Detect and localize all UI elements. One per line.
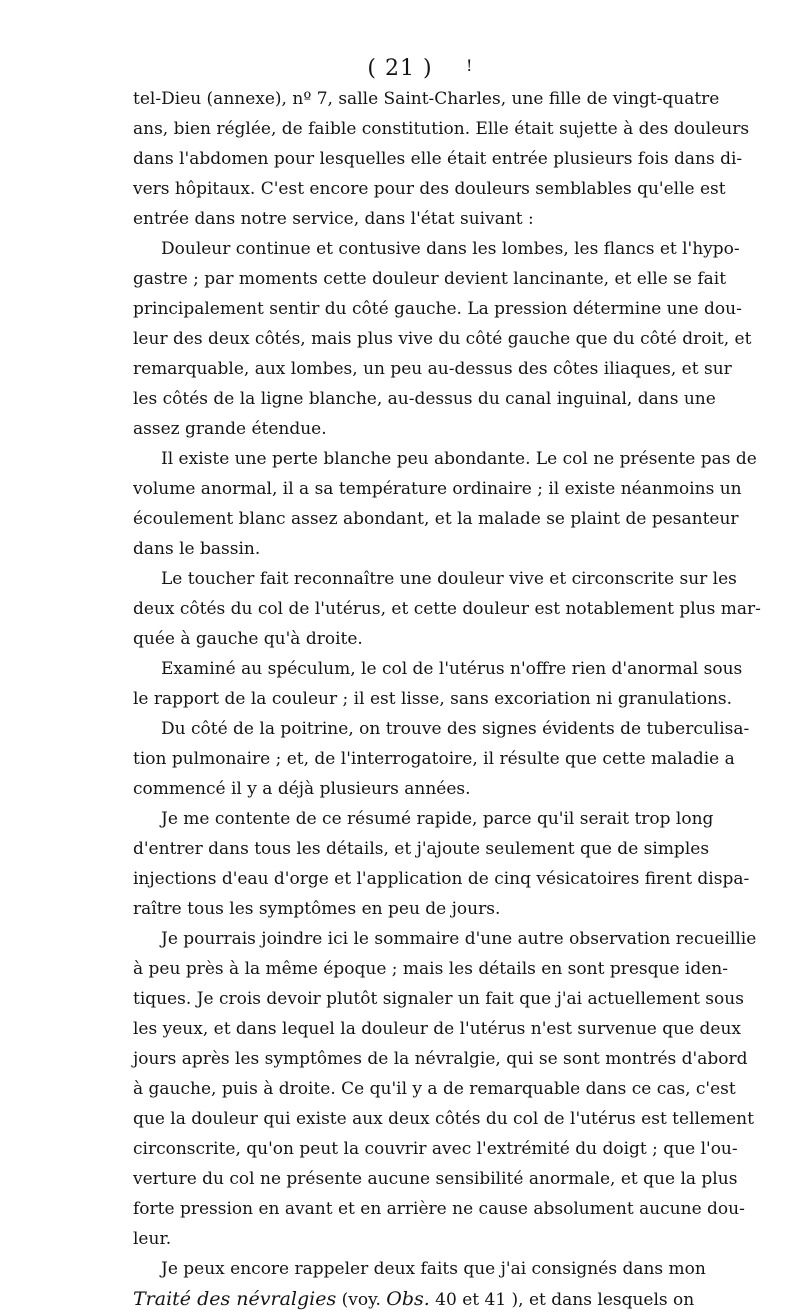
text-line: tiques. Je crois devoir plutôt signaler un fait que j'ai actuellement sous xyxy=(133,989,744,1009)
text-line: dans le bassin. xyxy=(133,539,261,559)
text-line: tion pulmonaire ; et, de l'interrogatoire, il résulte que cette maladie a xyxy=(133,749,735,769)
text-line: leur des deux côtés, mais plus vive du côté gauche que du côté droit, et xyxy=(133,329,752,349)
text-line: à peu près à la même époque ; mais les détails en sont presque iden- xyxy=(133,959,728,979)
text-line: injections d'eau d'orge et l'application de cinq vésicatoires firent dispa- xyxy=(133,869,750,889)
text-line: assez grande étendue. xyxy=(133,419,327,439)
citation-open: (voy. xyxy=(336,1290,387,1310)
text-line: circonscrite, qu'on peut la couvrir avec l'extrémité du doigt ; que l'ou- xyxy=(133,1139,738,1159)
text-line: raître tous les symptômes en peu de jours. xyxy=(133,899,501,919)
body-text xyxy=(133,84,761,1314)
page-number: ( 21 ) xyxy=(367,56,433,81)
text-line: forte pression en avant et en arrière ne cause absolument aucune dou- xyxy=(133,1199,745,1219)
text-line: gastre ; par moments cette douleur devient lancinante, et elle se fait xyxy=(133,269,727,289)
text-line: leur. xyxy=(133,1229,172,1249)
text-line: à gauche, puis à droite. Ce qu'il y a de remarquable dans ce cas, c'est xyxy=(133,1079,736,1099)
text-line: le rapport de la couleur ; il est lisse, sans excoriation ni granulations. xyxy=(133,689,733,709)
text-line: Examiné au spéculum, le col de l'utérus n'offre rien d'anormal sous xyxy=(161,659,743,679)
text-line: ans, bien réglée, de faible constitution. Elle était sujette à des douleurs xyxy=(133,119,750,139)
text-line: d'entrer dans tous les détails, et j'ajoute seulement que de simples xyxy=(133,839,710,859)
corner-mark: ! xyxy=(466,56,473,75)
text-line: Du côté de la poitrine, on trouve des signes évidents de tuberculisa- xyxy=(161,719,750,739)
text-line: les côtés de la ligne blanche, au-dessus du canal inguinal, dans une xyxy=(133,389,716,409)
text-line: que la douleur qui existe aux deux côtés du col de l'utérus est tellement xyxy=(133,1109,754,1129)
text-line: Je pourrais joindre ici le sommaire d'une autre observation recueillie xyxy=(161,929,757,949)
citation-tail: 40 et 41 ), et dans lesquels on xyxy=(429,1290,695,1310)
obs-abbrev: Obs. xyxy=(386,1288,430,1310)
text-line: écoulement blanc assez abondant, et la malade se plaint de pesanteur xyxy=(133,509,739,529)
text-line: remarquable, aux lombes, un peu au-dessus des côtes iliaques, et sur xyxy=(133,359,732,379)
text-line: les yeux, et dans lequel la douleur de l'utérus n'est survenue que deux xyxy=(133,1019,742,1039)
text-line: Le toucher fait reconnaître une douleur vive et circonscrite sur les xyxy=(161,569,737,589)
text-line: verture du col ne présente aucune sensibilité anormale, et que la plus xyxy=(133,1169,738,1189)
text-line: quée à gauche qu'à droite. xyxy=(133,629,363,649)
text-line: Je peux encore rappeler deux faits que j'ai consignés dans mon xyxy=(161,1259,706,1279)
text-line: Il existe une perte blanche peu abondante. Le col ne présente pas de xyxy=(161,449,757,469)
text-line: entrée dans notre service, dans l'état suivant : xyxy=(133,209,534,229)
text-line: tel-Dieu (annexe), nº 7, salle Saint-Charles, une fille de vingt-quatre xyxy=(133,89,720,109)
text-line: volume anormal, il a sa température ordinaire ; il existe néanmoins un xyxy=(133,479,742,499)
text-line: deux côtés du col de l'utérus, et cette douleur est notablement plus mar- xyxy=(133,599,761,619)
text-line: vers hôpitaux. C'est encore pour des douleurs semblables qu'elle est xyxy=(133,179,726,199)
text-line-citation xyxy=(133,1284,695,1314)
text-line: Je me contente de ce résumé rapide, parce qu'il serait trop long xyxy=(161,809,714,829)
book-title: Traité des névralgies xyxy=(133,1288,337,1310)
text-line: dans l'abdomen pour lesquelles elle était entrée plusieurs fois dans di- xyxy=(133,149,743,169)
text-line: commencé il y a déjà plusieurs années. xyxy=(133,779,471,799)
text-line: jours après les symptômes de la névralgie, qui se sont montrés d'abord xyxy=(133,1049,748,1069)
text-line: principalement sentir du côté gauche. La pression détermine une dou- xyxy=(133,299,742,319)
text-line: Douleur continue et contusive dans les lombes, les flancs et l'hypo- xyxy=(161,239,740,259)
